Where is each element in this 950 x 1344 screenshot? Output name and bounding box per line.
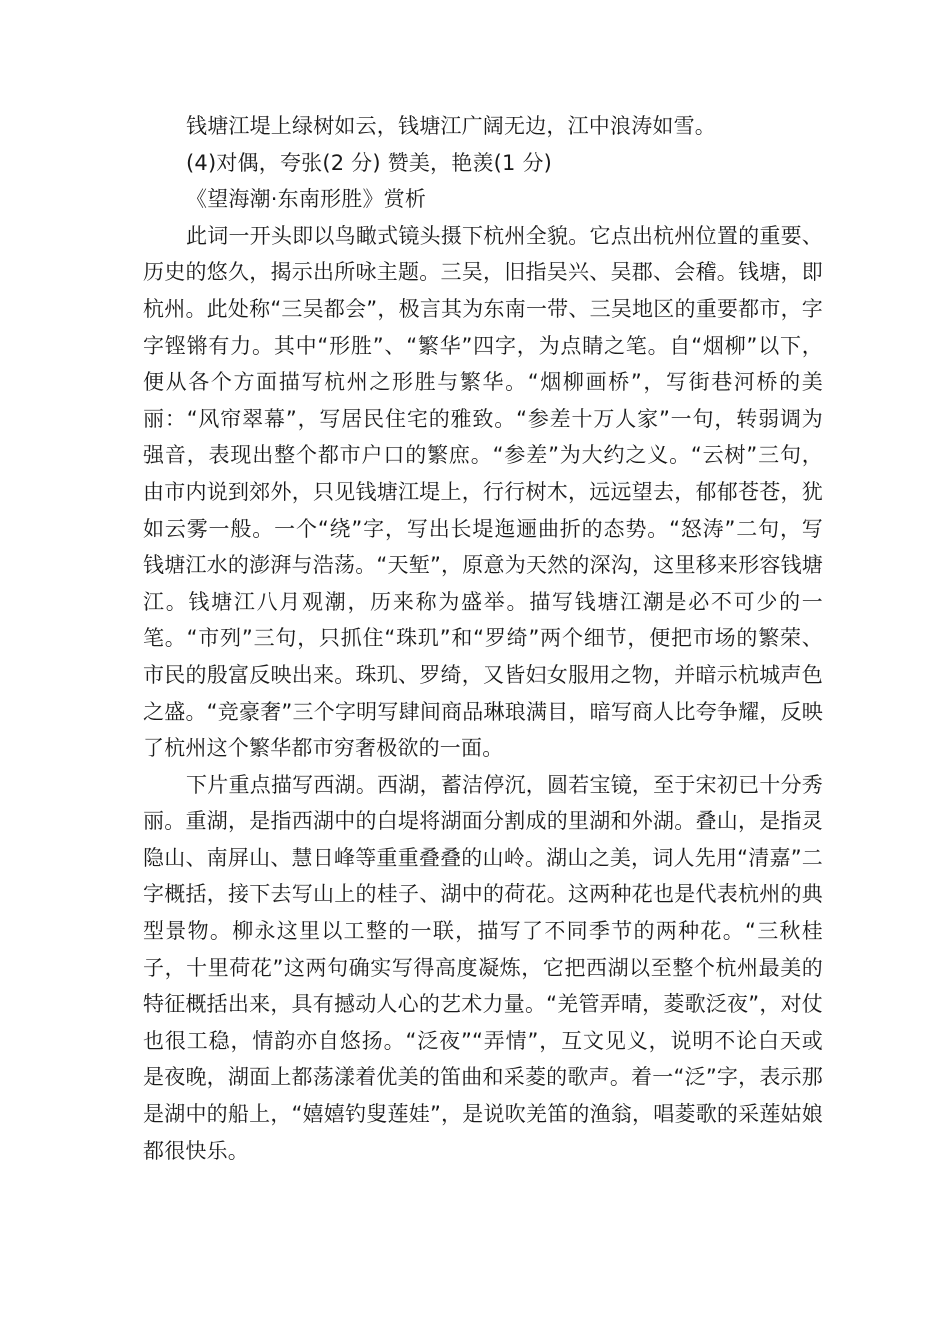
answer-item-4: (4)对偶，夸张(2 分) 赞美，艳羡(1 分): [186, 150, 553, 175]
translation-line: 钱塘江堤上绿树如云，钱塘江广阔无边，江中浪涛如雪。: [186, 114, 716, 138]
analysis-paragraph-2: 下片重点描写西湖。西湖，蓄洁停沉，圆若宝镜，至于宋初已十分秀丽。重湖，是指西湖中的白堤将湖面分割成的里湖和外湖。叠山，是指灵隐山、南屏山、慧日峰等重重叠叠的山岭。湖山之美，词人先用“清嘉”二字概括，接下去写山上的桂子、湖中的荷花。这两种花也是代表杭州的典型景物。柳永这里以工整的一联，描写了不同季节的两种花。“三秋桂子，十里荷花”这两句确实写得高度凝炼，它把西湖以至整个杭州最美的特征概括出来，具有撼动人心的艺术力量。“羌管弄晴，菱歌泛夜”，对仗也很工稳，情韵亦自悠扬。“泛夜”“弄情”，互文见义，说明不论白天或是夜晚，湖面上都荡漾着优美的笛曲和采菱的歌声。着一“泛”字，表示那是湖中的船上，“嬉嬉钓叟莲娃”，是说吹羌笛的渔翁，唱菱歌的采莲姑娘都很快乐。: [143, 772, 823, 1163]
analysis-paragraph-1: 此词一开头即以鸟瞰式镜头摄下杭州全貌。它点出杭州位置的重要、历史的悠久，揭示出所咏主题。三吴，旧指吴兴、吴郡、会稽。钱塘，即杭州。此处称“三吴都会”，极言其为东南一带、三吴地区的重要都市，字字铿锵有力。其中“形胜”、“繁华”四字，为点睛之笔。自“烟柳”以下，便从各个方面描写杭州之形胜与繁华。“烟柳画桥”，写街巷河桥的美丽：“风帘翠幕”，写居民住宅的雅致。“参差十万人家”一句，转弱调为强音，表现出整个都市户口的繁庶。“参差”为大约之义。“云树”三句，由市内说到郊外，只见钱塘江堤上，行行树木，远远望去，郁郁苍苍，犹如云雾一般。一个“绕”字，写出长堤迤逦曲折的态势。“怒涛”二句，写钱塘江水的澎湃与浩荡。“天堑”，原意为天然的深沟，这里移来形容钱塘江。钱塘江八月观潮，历来称为盛举。描写钱塘江潮是必不可少的一笔。“市列”三句，只抓住“珠玑”和“罗绮”两个细节，便把市场的繁荣、市民的殷富反映出来。珠玑、罗绮，又皆妇女服用之物，并暗示杭城声色之盛。“竞豪奢”三个字明写肆间商品琳琅满目，暗写商人比夸争耀，反映了杭州这个繁华都市穷奢极欲的一面。: [143, 223, 823, 761]
document-body: [143, 108, 823, 1169]
section-title: 《望海潮·东南形胜》赏析: [186, 187, 427, 212]
